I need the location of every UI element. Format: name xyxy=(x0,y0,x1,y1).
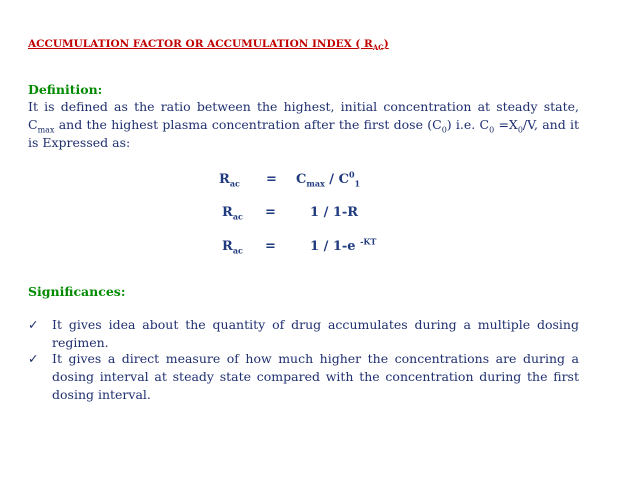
slide-title xyxy=(28,38,389,52)
definition-text xyxy=(28,98,579,152)
equation-1-rhs xyxy=(296,169,361,189)
def-text-5: /V, and it is Expressed as: xyxy=(28,117,579,150)
def-sub-0c: 0 xyxy=(517,125,523,135)
eq1-r-sub: ac xyxy=(229,178,240,189)
def-sub-max: max xyxy=(37,125,55,135)
eq1-r: R xyxy=(219,172,230,187)
equation-2-lhs xyxy=(222,205,243,220)
significance-text-2: It gives a direct measure of how much higher the concentrations are during a dosing interval at steady state compared with the concentration during the first dosing interval. xyxy=(52,351,579,402)
eq3-rhs-text: 1 / 1-e xyxy=(310,239,361,254)
eq1-c0: / C xyxy=(324,172,349,187)
eq1-c-sub: max xyxy=(306,178,325,189)
eq3-r: R xyxy=(222,239,233,254)
eq2-r-sub: ac xyxy=(232,211,243,222)
significance-item-1 xyxy=(28,316,579,352)
eq3-r-sub: ac xyxy=(232,245,243,256)
def-text-4: =X xyxy=(494,117,518,132)
checkmark-icon: ✓ xyxy=(28,317,39,332)
def-sub-0a: 0 xyxy=(441,125,447,135)
equation-1-equals: = xyxy=(266,172,277,187)
equation-3-rhs xyxy=(310,236,377,254)
equation-3-lhs xyxy=(222,239,243,254)
def-text-2: and the highest plasma concentration after the first dose (C xyxy=(54,117,442,132)
def-text-3: ) i.e. C xyxy=(446,117,490,132)
checkmark-icon: ✓ xyxy=(28,351,39,366)
equation-2-equals: = xyxy=(265,205,276,220)
significances-heading: Significances: xyxy=(28,284,126,299)
equation-3-equals: = xyxy=(265,239,276,254)
def-sub-0b: 0 xyxy=(489,125,495,135)
definition-heading: Definition: xyxy=(28,82,103,97)
equation-2-rhs: 1 / 1-R xyxy=(310,205,359,220)
eq1-c0-sup: 0 xyxy=(348,169,355,180)
eq1-c0-sub: 1 xyxy=(354,178,361,189)
eq2-r: R xyxy=(222,205,233,220)
def-text-1: It is defined as the ratio between the highest, initial concentration at steady state, C xyxy=(28,99,579,132)
significance-text-1: It gives idea about the quantity of drug accumulates during a multiple dosing regimen. xyxy=(52,317,579,350)
title-subscript: AC xyxy=(372,43,384,53)
eq1-c: C xyxy=(296,172,307,187)
equation-1-lhs xyxy=(219,172,240,187)
title-text: ACCUMULATION FACTOR OR ACCUMULATION INDEX ( R xyxy=(28,38,373,50)
significance-item-2 xyxy=(28,350,579,404)
title-close: ) xyxy=(383,38,389,50)
eq3-exponent: -KΤ xyxy=(360,236,377,247)
